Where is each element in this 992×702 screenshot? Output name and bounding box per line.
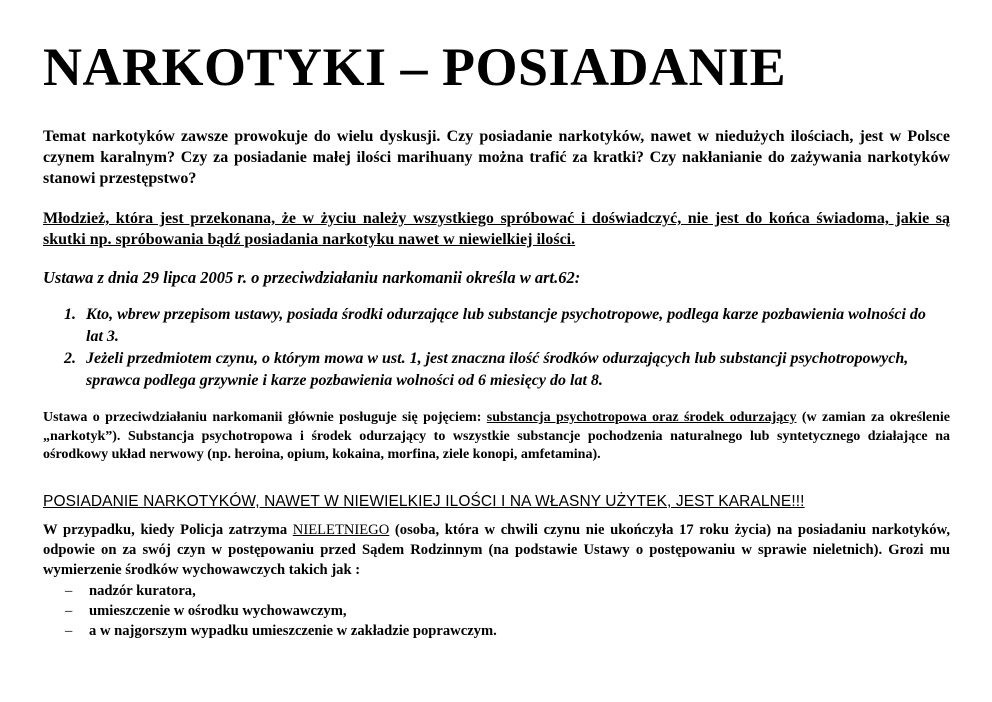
measure-text: umieszczenie w ośrodku wychowawczym, [89, 603, 347, 619]
intro-paragraph: Temat narkotyków zawsze prowokuje do wielu dyskusji. Czy posiadanie narkotyków, nawet w niedużych ilościach, jest w Polsce czynem karalnym? Czy za posiadanie małej ilości marihuany można trafić za kratki? Czy nakłanianie do zażywania narkotyków stanowi przestępstwo? [43, 128, 950, 187]
minor-lead: W przypadku, kiedy Policja zatrzyma [43, 522, 293, 538]
page-title: NARKOTYKI – POSIADANIE [43, 37, 787, 97]
measures-list [65, 581, 497, 641]
dash-bullet: – [65, 583, 73, 599]
measure-item [65, 581, 497, 601]
youth-warning-text: Młodzież, która jest przekonana, że w życiu należy wszystkiego spróbować i doświadczyć, nie jest do końca świadoma, jakie są skutki np. spróbowania bądź posiadania narkotyku nawet w niewielkiej ilości. [43, 210, 950, 248]
measure-item [65, 601, 497, 621]
article-text: Jeżeli przedmiotem czynu, o którym mowa w ust. 1, jest znaczna ilość środków odurzających lub substancji psychotropowych, sprawca podlega grzywnie i karze pozbawienia wolności od 6 miesięcy do lat 8. [86, 350, 909, 389]
article-number: 2. [64, 350, 76, 367]
definition-rest: (w zamian za określenie „narkotyk”). Substancja psychotropowa i środek odurzający to wszystkie substancje pochodzenia naturalnego lub syntetycznego działające na ośrodkowy układ nerwowy (np. heroina, opium, kokaina, morfina, ziele konopi, amfetamina). [43, 410, 951, 462]
definition-term: substancja psychotropowa oraz środek odurzający [486, 410, 797, 425]
article-number: 1. [64, 306, 76, 323]
definition-paragraph [43, 409, 950, 465]
minor-rest: (osoba, która w chwili czynu nie ukończyła 17 roku życia) na posiadaniu narkotyków, odpowie on za swój czyn w postępowaniu przed Sądem Rodzinnym (na podstawie Ustawy o postępowaniu w sprawie nieletnich). Grozi mu wymierzenie środków wychowawczych takich jak : [43, 522, 950, 578]
measure-text: nadzór kuratora, [89, 583, 196, 599]
measure-item [65, 621, 497, 641]
article-text: Kto, wbrew przepisom ustawy, posiada środki odurzające lub substancje psychotropowe, podlega karze pozbawienia wolności do lat 3. [86, 306, 926, 345]
article-62-list [64, 304, 944, 392]
dash-bullet: – [65, 623, 73, 639]
measure-text: a w najgorszym wypadku umieszczenie w zakładzie poprawczym. [89, 623, 497, 639]
minor-term: NIELETNIEGO [292, 522, 390, 538]
youth-warning-paragraph [43, 208, 950, 250]
dash-bullet: – [65, 603, 73, 619]
law-intro: Ustawa z dnia 29 lipca 2005 r. o przeciwdziałaniu narkomanii określa w art.62: [43, 268, 581, 287]
definition-lead: Ustawa o przeciwdziałaniu narkomanii głównie posługuje się pojęciem: [43, 410, 487, 425]
article-item [64, 304, 944, 348]
minor-paragraph [43, 520, 950, 580]
penalty-headline: POSIADANIE NARKOTYKÓW, NAWET W NIEWIELKIEJ ILOŚCI I NA WŁASNY UŻYTEK, JEST KARALNE!!! [43, 493, 805, 510]
article-item [64, 348, 944, 392]
